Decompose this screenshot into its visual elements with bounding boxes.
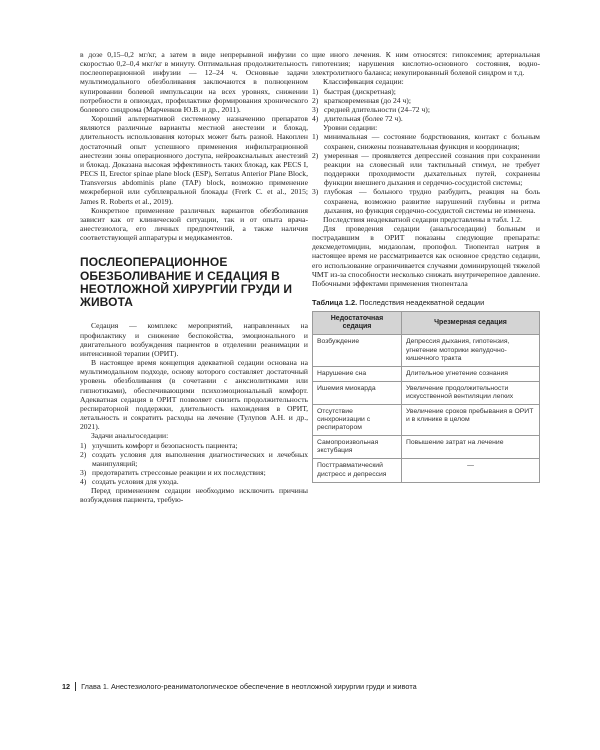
table-cell: Ишемия миокарда (313, 381, 402, 404)
list-item: 1) минимальная — состояние бодрствования, контакт с больным сохранен, снижены познавательная функция и координация; (312, 132, 540, 151)
list-item: 1) улучшить комфорт и безопасность пациента; (80, 440, 238, 450)
table-cell: — (402, 459, 540, 482)
paragraph: Для проведения седации (анальгоседации) больным и пострадавшим в ОРИТ показаны следующие препараты: дексмедетомидин, мидазолам, пропофол. Тиопентал натрия в настоящее время не рассматривается как основное средство седации, его использование ограничивается случаями доминирующей тяжелой ЧМТ из-за способности несколько снижать внутричерепное давление. Побочными эффектами применения тиопентала (312, 223, 540, 288)
right-column (312, 50, 540, 483)
table-row (313, 366, 540, 381)
table-row (313, 381, 540, 404)
table-row (313, 335, 540, 366)
sedation-table (312, 311, 540, 482)
table-caption (312, 298, 540, 307)
table-caption-text: Последствия неадекватной седации (359, 298, 485, 308)
table-cell: Посттравматический дистресс и депрессия (313, 459, 402, 482)
list-item: 2) создать условия для выполнения диагностических и лечебных манипуляций; (80, 449, 308, 468)
table-cell: Возбуждение (313, 335, 402, 366)
paragraph: В настоящее время концепция адекватной седации основана на мультимодальном подходе, основу которого составляет достаточный уровень обезболивания (в сочетании с анксиолитиками или гипнотиками), обеспечивающими психоэмоциональный комфорт. Адекватная седация в ОРИТ позволяет снизить продолжительность респираторной поддержки, длительность нахождения в ОРИТ, летальность и сократить расходы на лечение (Тулупов А.Н. и др., 2021). (80, 358, 308, 432)
list-item: 3) предотвратить стрессовые реакции и их последствия; (80, 467, 266, 477)
paragraph: в дозе 0,15–0,2 мг/кг, а затем в виде непрерывной инфузии со скоростью 0,2–0,4 мкг/кг в минуту. Оптимальная продолжительность послеоперационной инфузии — 12–24 ч. Основные задачи мультимодального обезболивания заключаются в полноценном купировании болевой импульсации на всех уровнях, снижении потребности в опиоидах, профилактике формирования хронического болевого синдрома (Марченков Ю.В. и др., 2011). (80, 50, 308, 114)
table-row (313, 459, 540, 482)
list-title: Классификация седации: (323, 77, 404, 87)
running-footer (62, 682, 417, 691)
list-title: Задачи анальгоседации: (91, 431, 169, 441)
table-header-cell: Чрезмерная седация (402, 312, 540, 335)
table-cell: Отсутствие синхронизации с респиратором (313, 404, 402, 435)
list-title: Уровни седации: (323, 123, 378, 133)
table-cell: Повышение затрат на лечение (402, 436, 540, 459)
paragraph: Конкретное применение различных вариантов обезболивания зависит как от клинической ситуации, так и от опыта врача-анестезиолога, его личных предпочтений, а также наличия соответствующей аппаратуры и медикаментов. (80, 205, 308, 243)
page-number: 12 (62, 682, 76, 691)
table-row (313, 404, 540, 435)
list-item: 2) умеренная — проявляется депрессией сознания при сохранении реакции на словесный или тактильный стимул, не требует поддержки проходимости дыхательных путей, сохранены функции внешнего дыхания и сердечно-сосудистой системы; (312, 150, 540, 188)
table-cell: Нарушение сна (313, 366, 402, 381)
list-item: 4) длительная (более 72 ч). (312, 114, 403, 124)
table-caption-number: Таблица 1.2. (312, 298, 358, 308)
paragraph: Хороший альтернативой системному назначению препаратов являются различные варианты местной анестезии и блокад, длительность использования которых может быть разной. Накоплен достаточный опыт успешного применения инфильтрационной анестезии зоны операционного доступа, нейроаксиальных анестезий и блокад. Доказана высокая эффективность таких блокад, как PECS I, PECS II, Erector spinae plane block (ESP), Serratus Anterior Plane Block, Transversus abdominis plane (TAP) block, возможно применение межреберной или субплевральной блокады (Frerk C. et al., 2015; James R. Roberts et al., 2019). (80, 114, 308, 206)
tasks-list (80, 441, 308, 487)
list-item: 4) создать условия для ухода. (80, 477, 179, 487)
list-item: 3) глубокая — больного трудно разбудить, реакция на боль сохранена, возможно развитие нарушений глубины и ритма дыхания, но функция сердечно-сосудистой системы не изменена. (312, 187, 540, 215)
paragraph: Седация — комплекс мероприятий, направленных на профилактику и снижение беспокойства, эмоционального и двигательного возбуждения пациентов в отделении реанимации и интенсивной терапии (ОРИТ). (80, 321, 308, 358)
table-cell: Самопроизвольная экстубация (313, 436, 402, 459)
table-cell: Депрессия дыхания, гипотензия, угнетение моторики желудочно-кишечного тракта (402, 335, 540, 366)
list-item: 2) кратковременная (до 24 ч); (312, 95, 411, 105)
table-header-row (313, 312, 540, 335)
list-item: 1) быстрая (дискретная); (312, 86, 396, 96)
table-row (313, 436, 540, 459)
chapter-title: Глава 1. Анестезиолого-реаниматологическое обеспечение в неотложной хирургии груди и живота (81, 682, 417, 691)
table-header-cell: Недостаточная седация (313, 312, 402, 335)
left-column (80, 50, 308, 505)
paragraph: щие иного лечения. К ним относятся: гипоксемия; артериальная гипотензия; нарушения кислотно-основного состояния, водно-электролитного баланса; некупированный болевой синдром и т.д. (312, 50, 540, 78)
table-cell: Увеличение сроков пребывания в ОРИТ и в клинике в целом (402, 404, 540, 435)
levels-list (312, 132, 540, 214)
section-heading: ПОСЛЕОПЕРАЦИОННОЕ ОБЕЗБОЛИВАНИЕ И СЕДАЦИЯ В НЕОТЛОЖНОЙ ХИРУРГИИ ГРУДИ И ЖИВОТА (80, 255, 293, 310)
paragraph: Перед применением седации необходимо исключить причины возбуждения пациента, требую- (80, 486, 308, 505)
paragraph: Последствия неадекватной седации представлены в табл. 1.2. (323, 214, 522, 224)
list-item: 3) средней длительности (24–72 ч); (312, 104, 430, 114)
table-cell: Увеличение продолжительности искусственной вентиляции легких (402, 381, 540, 404)
table-cell: Длительное угнетение сознания (402, 366, 540, 381)
classification-list (312, 87, 540, 124)
